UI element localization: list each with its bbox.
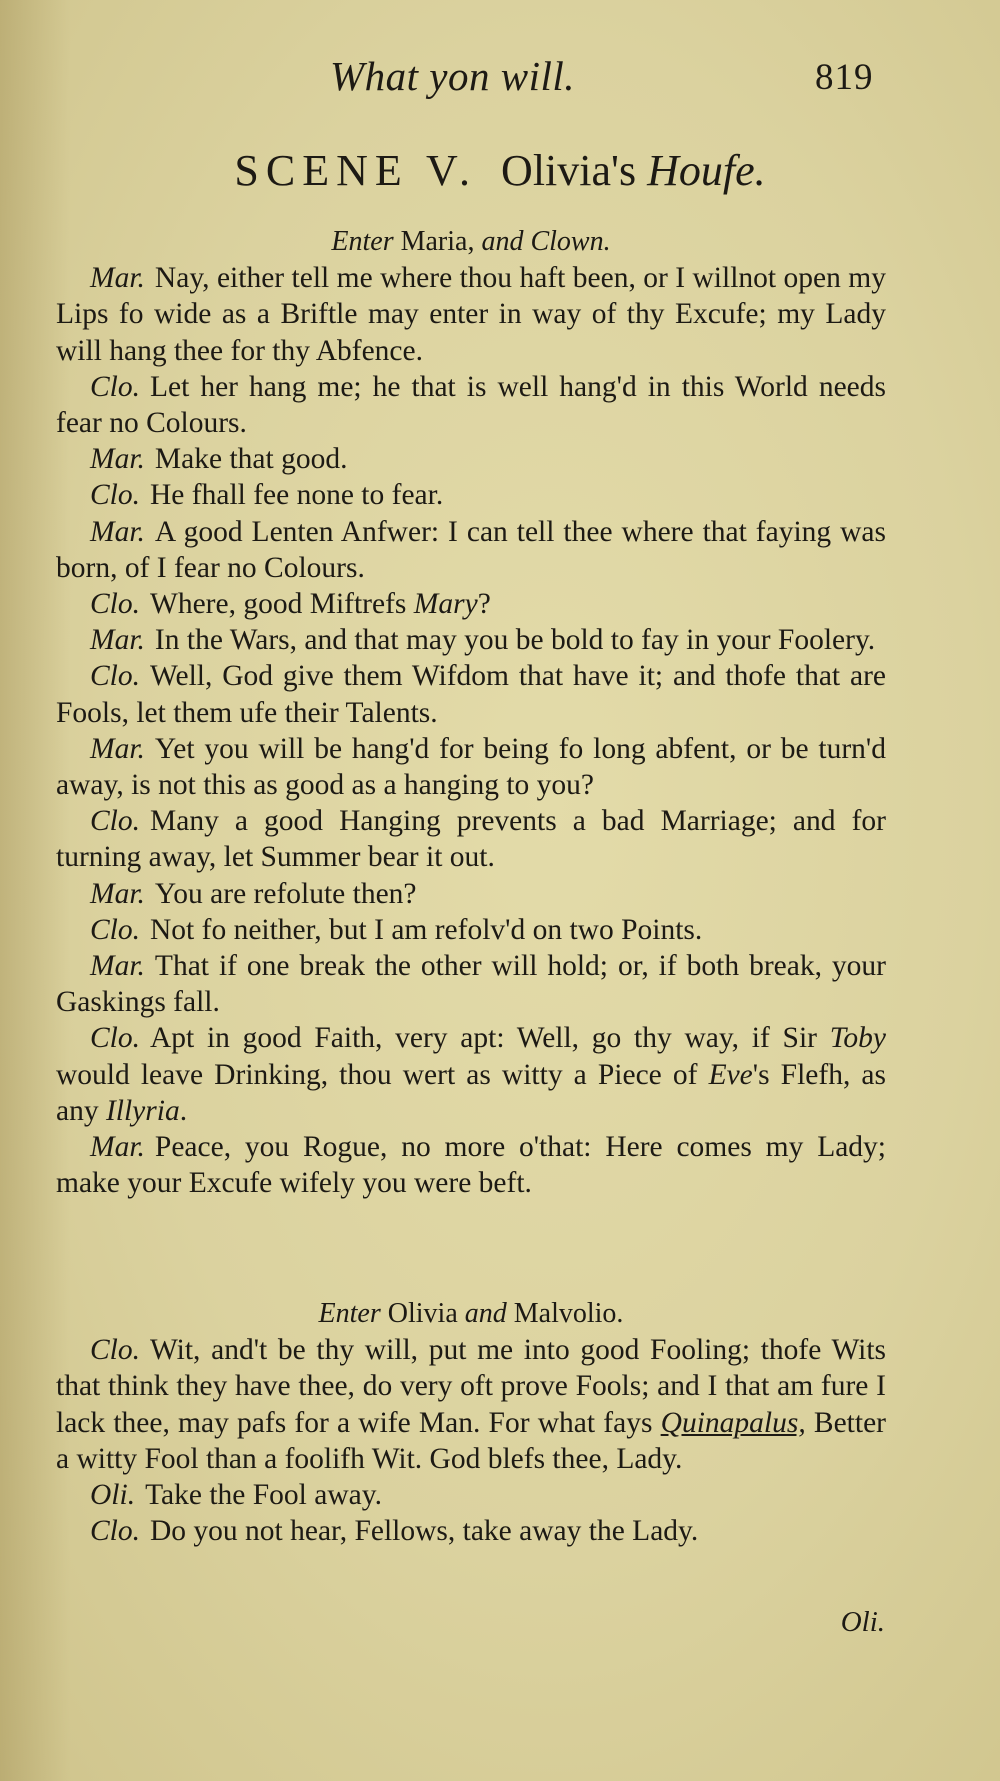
speaker: Clo. (90, 660, 140, 693)
speech-text: Many a good Hanging prevents a bad Marriage; and for turning away, let Summer bear it out. (56, 805, 886, 874)
speaker: Mar. (90, 624, 145, 657)
speech (56, 477, 886, 513)
speech-text: Peace, you Rogue, no more o'that: Here comes my Lady; make your Excufe wifely you were beft. (56, 1131, 886, 1200)
speaker: Clo. (90, 913, 140, 946)
catchword: Oli. (840, 1606, 885, 1638)
speaker: Oli. (90, 1479, 136, 1512)
scene-location-name: Olivia's (501, 146, 637, 195)
speech (56, 876, 886, 912)
speaker: Mar. (90, 877, 145, 910)
speech-text: He fhall fee none to fear. (150, 479, 444, 512)
speech-text: Take the Fool away. (145, 1479, 382, 1512)
speaker: Clo. (90, 1515, 140, 1548)
speech (56, 369, 886, 441)
page-number: 819 (815, 57, 874, 98)
speech (56, 1513, 886, 1549)
stage-direction-enter-maria: Enter Maria, and Clown. (331, 226, 611, 257)
speaker: Clo. (90, 805, 140, 838)
stage-direction-enter-olivia: Enter Olivia and Malvolio. (318, 1298, 624, 1329)
name-quinapalus: Quinapalus, (660, 1406, 806, 1439)
speech (56, 658, 886, 730)
name-eve: Eve (708, 1058, 753, 1091)
speaker: Mar. (90, 443, 145, 476)
speech-text: Well, God give them Wifdom that have it; and thofe that are Fools, let them ufe their Talents. (56, 660, 886, 729)
speech-text: You are refolute then? (154, 877, 417, 910)
speech-text: In the Wars, and that may you be bold to fay in your Foolery. (154, 624, 876, 657)
running-title: What yon will. (330, 53, 576, 99)
speech (56, 514, 886, 586)
speech (56, 731, 886, 803)
speech (56, 912, 886, 948)
speech-text: A good Lenten Anfwer: I can tell thee where that faying was born, of I fear no Colours. (56, 515, 886, 584)
speech-text: Not fo neither, but I am refolv'd on two Points. (150, 913, 703, 946)
speech (56, 803, 886, 875)
speaker: Clo. (90, 1334, 140, 1367)
speech-text: Where, good Miftrefs (150, 588, 407, 621)
speech-text: Yet you will be hang'd for being fo long abfent, or be turn'd away, is not this as good as a hanging to you? (56, 732, 886, 802)
speech-text: Make that good. (154, 443, 348, 476)
speech: Clo. Where, good Miftrefs Mary? (90, 588, 491, 621)
speaker: Mar. (90, 262, 145, 295)
name-toby: Toby (829, 1022, 886, 1055)
scene-heading (0, 145, 1000, 196)
scene-location: Houfe. (647, 146, 766, 195)
speaker: Clo. (90, 1022, 140, 1055)
running-head (0, 52, 1000, 102)
speech-text: Let her hang me; he that is well hang'd in this World needs fear no Colours. (56, 370, 886, 440)
speaker: Clo. (90, 370, 140, 403)
name-illyria: Illyria (105, 1094, 180, 1127)
speech-text: Do you not hear, Fellows, take away the Lady. (150, 1515, 699, 1548)
speech-peace (56, 1129, 886, 1201)
speaker: Clo. (90, 479, 140, 512)
text-block-2 (56, 1296, 886, 1549)
speech-text: Nay, either tell me where thou haft been, or I willnot open my Lips fo wide as a Briftle may enter in way of thy Excufe; my Lady will hang thee for thy Abfence. (56, 262, 886, 367)
speech (56, 260, 886, 369)
scene-number: SCENE V. (234, 146, 478, 195)
speech-italic: Mary (413, 588, 478, 621)
speaker: Mar. (90, 950, 145, 983)
speech (56, 622, 886, 658)
speaker: Mar. (90, 732, 145, 765)
text-block-1 (56, 224, 886, 1201)
speech-text: That if one break the other will hold; or, if both break, your Gaskings fall. (56, 950, 886, 1019)
speaker: Mar. (90, 515, 145, 548)
speaker: Mar. (90, 1131, 145, 1164)
speech (56, 441, 886, 477)
speech (56, 1477, 886, 1513)
speech (56, 948, 886, 1020)
speech-toby: Clo. Apt in good Faith, very apt: Well, go thy way, if Sir Toby would leave Drinking, thou wert as witty a Piece of Eve's Flefh, as any Illyria. (56, 1022, 887, 1127)
speaker: Clo. (90, 588, 140, 621)
speech-wit: Clo. Wit, and't be thy will, put me into good Fooling; thofe Wits that think they have thee, do very oft prove Fools; and I that am fure I lack thee, may pafs for a wife Man. For what fays Quinapalus, Better a witty Fool than a foolifh Wit. God blefs thee, Lady. (56, 1334, 886, 1475)
